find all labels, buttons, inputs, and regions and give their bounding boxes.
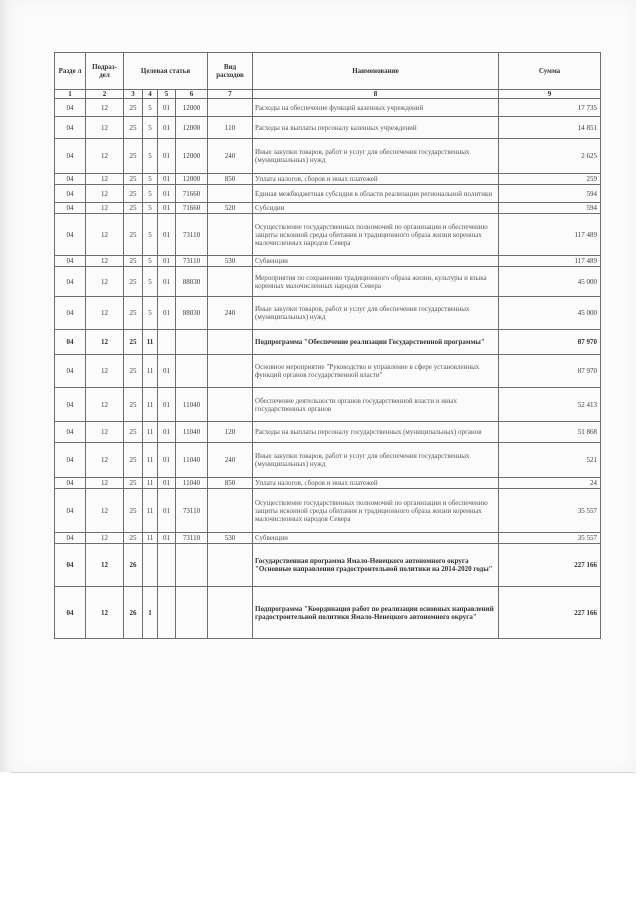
- direction-code-cell: 71660: [176, 185, 208, 203]
- subprogram-code-cell: 5: [143, 99, 158, 117]
- vid-rashodov-cell: 850: [208, 174, 253, 185]
- table-row: [55, 297, 601, 330]
- header-naimenovanie: Наименование: [253, 53, 499, 90]
- vid-rashodov-cell: 530: [208, 533, 253, 544]
- table-row: [55, 117, 601, 139]
- podrazdel-cell: 12: [86, 544, 124, 587]
- table-row: [55, 478, 601, 489]
- direction-code-cell: 73110: [176, 214, 208, 256]
- event-code-cell: [158, 587, 176, 639]
- summa-cell: 14 851: [499, 117, 601, 139]
- program-code-cell: 26: [124, 544, 143, 587]
- program-code-cell: 25: [124, 267, 143, 297]
- program-code-cell: 25: [124, 174, 143, 185]
- podrazdel-cell: 12: [86, 388, 124, 422]
- razdel-cell: 04: [55, 422, 86, 443]
- subprogram-code-cell: 5: [143, 117, 158, 139]
- subprogram-code-cell: 1: [143, 587, 158, 639]
- col-num: 5: [158, 90, 176, 99]
- podrazdel-cell: 12: [86, 214, 124, 256]
- naimenovanie-cell: Субсидии: [253, 203, 499, 214]
- program-code-cell: 25: [124, 297, 143, 330]
- podrazdel-cell: 12: [86, 297, 124, 330]
- naimenovanie-cell: Субвенции: [253, 533, 499, 544]
- razdel-cell: 04: [55, 256, 86, 267]
- vid-rashodov-cell: [208, 330, 253, 355]
- podrazdel-cell: 12: [86, 139, 124, 174]
- program-code-cell: 25: [124, 478, 143, 489]
- naimenovanie-cell: Уплата налогов, сборов и иных платежей: [253, 478, 499, 489]
- razdel-cell: 04: [55, 544, 86, 587]
- podrazdel-cell: 12: [86, 185, 124, 203]
- razdel-cell: 04: [55, 388, 86, 422]
- subprogram-code-cell: 5: [143, 203, 158, 214]
- podrazdel-cell: 12: [86, 443, 124, 478]
- podrazdel-cell: 12: [86, 117, 124, 139]
- direction-code-cell: 88030: [176, 267, 208, 297]
- program-code-cell: 25: [124, 443, 143, 478]
- subprogram-code-cell: 5: [143, 214, 158, 256]
- program-code-cell: 25: [124, 533, 143, 544]
- header-razdel: Разде л: [55, 53, 86, 90]
- subprogram-code-cell: 11: [143, 330, 158, 355]
- col-num: 2: [86, 90, 124, 99]
- summa-cell: 35 557: [499, 489, 601, 533]
- razdel-cell: 04: [55, 117, 86, 139]
- program-code-cell: 25: [124, 355, 143, 388]
- direction-code-cell: [176, 330, 208, 355]
- vid-rashodov-cell: 520: [208, 203, 253, 214]
- col-num: 4: [143, 90, 158, 99]
- podrazdel-cell: 12: [86, 355, 124, 388]
- program-code-cell: 25: [124, 203, 143, 214]
- event-code-cell: 01: [158, 533, 176, 544]
- event-code-cell: 01: [158, 139, 176, 174]
- podrazdel-cell: 12: [86, 174, 124, 185]
- summa-cell: 17 735: [499, 99, 601, 117]
- direction-code-cell: 73110: [176, 533, 208, 544]
- summa-cell: 52 413: [499, 388, 601, 422]
- col-num: 1: [55, 90, 86, 99]
- subprogram-code-cell: 5: [143, 185, 158, 203]
- podrazdel-cell: 12: [86, 422, 124, 443]
- table-row: [55, 544, 601, 587]
- table-row: [55, 533, 601, 544]
- subprogram-code-cell: 11: [143, 533, 158, 544]
- vid-rashodov-cell: [208, 388, 253, 422]
- table-row: [55, 355, 601, 388]
- table-body: [55, 99, 601, 639]
- budget-table: [54, 52, 601, 639]
- podrazdel-cell: 12: [86, 99, 124, 117]
- subprogram-code-cell: 5: [143, 267, 158, 297]
- summa-cell: 35 557: [499, 533, 601, 544]
- program-code-cell: 25: [124, 214, 143, 256]
- podrazdel-cell: 12: [86, 267, 124, 297]
- vid-rashodov-cell: [208, 185, 253, 203]
- direction-code-cell: 12000: [176, 174, 208, 185]
- table-row: [55, 443, 601, 478]
- header-vid-rashodov: Вид расходов: [208, 53, 253, 90]
- vid-rashodov-cell: 110: [208, 117, 253, 139]
- naimenovanie-cell: Осуществление государственных полномочий по организации и обеспечению защиты исконной среды обитания и традиционного образа жизни коренных малочисленных народов Севера: [253, 214, 499, 256]
- subprogram-code-cell: 11: [143, 388, 158, 422]
- vid-rashodov-cell: 240: [208, 443, 253, 478]
- program-code-cell: 25: [124, 388, 143, 422]
- program-code-cell: 26: [124, 587, 143, 639]
- summa-cell: 87 970: [499, 330, 601, 355]
- program-code-cell: 25: [124, 256, 143, 267]
- summa-cell: 259: [499, 174, 601, 185]
- direction-code-cell: 73110: [176, 489, 208, 533]
- event-code-cell: 01: [158, 422, 176, 443]
- vid-rashodov-cell: [208, 214, 253, 256]
- naimenovanie-cell: Подпрограмма "Координация работ по реализации основных направлений градостроительной политики Ямало-Ненецкого автономного округа": [253, 587, 499, 639]
- event-code-cell: 01: [158, 214, 176, 256]
- table-row: [55, 203, 601, 214]
- summa-cell: 594: [499, 203, 601, 214]
- vid-rashodov-cell: 240: [208, 297, 253, 330]
- col-num: 8: [253, 90, 499, 99]
- direction-code-cell: 71660: [176, 203, 208, 214]
- summa-cell: 117 489: [499, 256, 601, 267]
- event-code-cell: 01: [158, 256, 176, 267]
- table-row: [55, 330, 601, 355]
- podrazdel-cell: 12: [86, 203, 124, 214]
- razdel-cell: 04: [55, 99, 86, 117]
- razdel-cell: 04: [55, 185, 86, 203]
- event-code-cell: 01: [158, 443, 176, 478]
- table-row: [55, 256, 601, 267]
- naimenovanie-cell: Иные закупки товаров, работ и услуг для обеспечения государственных (муниципальных) нужд: [253, 297, 499, 330]
- event-code-cell: 01: [158, 203, 176, 214]
- table-row: [55, 388, 601, 422]
- razdel-cell: 04: [55, 214, 86, 256]
- event-code-cell: [158, 544, 176, 587]
- razdel-cell: 04: [55, 489, 86, 533]
- table-row: [55, 139, 601, 174]
- col-num: 6: [176, 90, 208, 99]
- event-code-cell: 01: [158, 489, 176, 533]
- subprogram-code-cell: 5: [143, 297, 158, 330]
- direction-code-cell: 11040: [176, 388, 208, 422]
- column-number-row: [55, 90, 601, 99]
- razdel-cell: 04: [55, 533, 86, 544]
- summa-cell: 24: [499, 478, 601, 489]
- podrazdel-cell: 12: [86, 587, 124, 639]
- razdel-cell: 04: [55, 355, 86, 388]
- summa-cell: 51 868: [499, 422, 601, 443]
- naimenovanie-cell: Субвенции: [253, 256, 499, 267]
- table-row: [55, 489, 601, 533]
- summa-cell: 2 625: [499, 139, 601, 174]
- event-code-cell: 01: [158, 297, 176, 330]
- summa-cell: 117 489: [499, 214, 601, 256]
- razdel-cell: 04: [55, 330, 86, 355]
- direction-code-cell: [176, 355, 208, 388]
- vid-rashodov-cell: [208, 267, 253, 297]
- header-summa: Сумма: [499, 53, 601, 90]
- summa-cell: 521: [499, 443, 601, 478]
- subprogram-code-cell: 11: [143, 422, 158, 443]
- program-code-cell: 25: [124, 422, 143, 443]
- subprogram-code-cell: 11: [143, 443, 158, 478]
- naimenovanie-cell: Уплата налогов, сборов и иных платежей: [253, 174, 499, 185]
- podrazdel-cell: 12: [86, 533, 124, 544]
- naimenovanie-cell: Иные закупки товаров, работ и услуг для обеспечения государственных (муниципальных) нужд: [253, 443, 499, 478]
- naimenovanie-cell: Государственная программа Ямало-Ненецкого автономного округа "Основные направления градостроительной политики на 2014-2020 годы": [253, 544, 499, 587]
- naimenovanie-cell: Основное мероприятие "Руководство и управление в сфере установленных функций органов государственной власти": [253, 355, 499, 388]
- subprogram-code-cell: 5: [143, 139, 158, 174]
- direction-code-cell: 12000: [176, 117, 208, 139]
- naimenovanie-cell: Расходы на выплаты персоналу государственных (муниципальных) органов: [253, 422, 499, 443]
- scan-gutter: [0, 0, 10, 772]
- direction-code-cell: 88030: [176, 297, 208, 330]
- vid-rashodov-cell: [208, 99, 253, 117]
- podrazdel-cell: 12: [86, 330, 124, 355]
- podrazdel-cell: 12: [86, 256, 124, 267]
- vid-rashodov-cell: 530: [208, 256, 253, 267]
- naimenovanie-cell: Расходы на выплаты персоналу казенных учреждений: [253, 117, 499, 139]
- event-code-cell: 01: [158, 99, 176, 117]
- header-celevaya-statya: Целевая статья: [124, 53, 208, 90]
- direction-code-cell: 11040: [176, 478, 208, 489]
- summa-cell: 594: [499, 185, 601, 203]
- table-row: [55, 185, 601, 203]
- razdel-cell: 04: [55, 443, 86, 478]
- direction-code-cell: 11040: [176, 422, 208, 443]
- event-code-cell: 01: [158, 174, 176, 185]
- header-podrazdel: Подраз-дел: [86, 53, 124, 90]
- subprogram-code-cell: 11: [143, 355, 158, 388]
- col-num: 3: [124, 90, 143, 99]
- podrazdel-cell: 12: [86, 478, 124, 489]
- summa-cell: 45 000: [499, 297, 601, 330]
- summa-cell: 227 166: [499, 587, 601, 639]
- table-row: [55, 174, 601, 185]
- header-row: [55, 53, 601, 90]
- col-num: 7: [208, 90, 253, 99]
- naimenovanie-cell: Иные закупки товаров, работ и услуг для обеспечения государственных (муниципальных) нужд: [253, 139, 499, 174]
- subprogram-code-cell: 11: [143, 489, 158, 533]
- summa-cell: 87 970: [499, 355, 601, 388]
- event-code-cell: 01: [158, 185, 176, 203]
- vid-rashodov-cell: [208, 489, 253, 533]
- summa-cell: 45 000: [499, 267, 601, 297]
- naimenovanie-cell: Подпрограмма "Обеспечение реализации Государственной программы": [253, 330, 499, 355]
- vid-rashodov-cell: [208, 355, 253, 388]
- event-code-cell: 01: [158, 267, 176, 297]
- direction-code-cell: 11040: [176, 443, 208, 478]
- direction-code-cell: 12000: [176, 99, 208, 117]
- direction-code-cell: [176, 544, 208, 587]
- event-code-cell: 01: [158, 388, 176, 422]
- program-code-cell: 25: [124, 99, 143, 117]
- naimenovanie-cell: Осуществление государственных полномочий по организации и обеспечению защиты исконной среды обитания и традиционного образа жизни коренных малочисленных народов Севера: [253, 489, 499, 533]
- program-code-cell: 25: [124, 330, 143, 355]
- direction-code-cell: 12000: [176, 139, 208, 174]
- direction-code-cell: 73110: [176, 256, 208, 267]
- vid-rashodov-cell: 120: [208, 422, 253, 443]
- subprogram-code-cell: 5: [143, 174, 158, 185]
- razdel-cell: 04: [55, 297, 86, 330]
- razdel-cell: 04: [55, 478, 86, 489]
- table-row: [55, 99, 601, 117]
- naimenovanie-cell: Обеспечение деятельности органов государственной власти и иных государственных органов: [253, 388, 499, 422]
- razdel-cell: 04: [55, 267, 86, 297]
- vid-rashodov-cell: 240: [208, 139, 253, 174]
- event-code-cell: 01: [158, 478, 176, 489]
- subprogram-code-cell: [143, 544, 158, 587]
- program-code-cell: 25: [124, 489, 143, 533]
- vid-rashodov-cell: [208, 544, 253, 587]
- naimenovanie-cell: Мероприятия по сохранению традиционного образа жизни, культуры и языка коренных малочисленных народов Севера: [253, 267, 499, 297]
- naimenovanie-cell: Расходы на обеспечение функций казенных учреждений: [253, 99, 499, 117]
- program-code-cell: 25: [124, 185, 143, 203]
- program-code-cell: 25: [124, 139, 143, 174]
- razdel-cell: 04: [55, 203, 86, 214]
- naimenovanie-cell: Единая межбюджетная субсидия в области реализации региональной политики: [253, 185, 499, 203]
- podrazdel-cell: 12: [86, 489, 124, 533]
- event-code-cell: [158, 330, 176, 355]
- event-code-cell: 01: [158, 355, 176, 388]
- summa-cell: 227 166: [499, 544, 601, 587]
- program-code-cell: 25: [124, 117, 143, 139]
- razdel-cell: 04: [55, 139, 86, 174]
- razdel-cell: 04: [55, 587, 86, 639]
- event-code-cell: 01: [158, 117, 176, 139]
- direction-code-cell: [176, 587, 208, 639]
- table-row: [55, 422, 601, 443]
- table-row: [55, 587, 601, 639]
- subprogram-code-cell: 11: [143, 478, 158, 489]
- table-row: [55, 267, 601, 297]
- col-num: 9: [499, 90, 601, 99]
- vid-rashodov-cell: [208, 587, 253, 639]
- razdel-cell: 04: [55, 174, 86, 185]
- vid-rashodov-cell: 850: [208, 478, 253, 489]
- subprogram-code-cell: 5: [143, 256, 158, 267]
- table-row: [55, 214, 601, 256]
